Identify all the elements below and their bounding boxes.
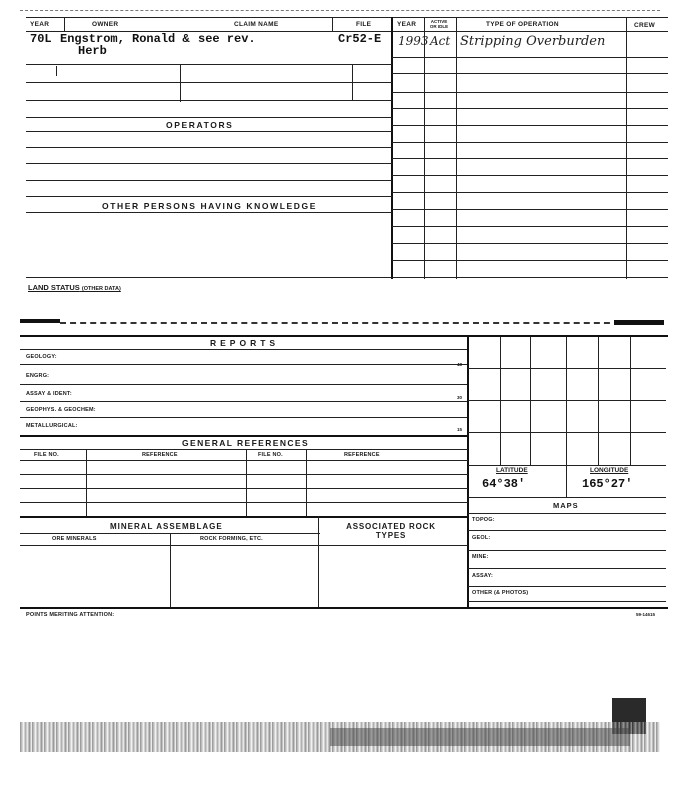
activity-row-line [392,277,668,278]
general-ref-file-no-2: FILE NO. [258,452,283,458]
maps-row-line [468,530,666,531]
reports-right-divider [467,335,469,607]
scan-mark [614,320,664,325]
operators-row-line [26,131,392,132]
ore-minerals-label: ORE MINERALS [52,536,97,542]
reports-row-line [20,417,468,418]
divider [64,17,65,31]
grid-line [468,432,666,433]
form-number: 59-14615 [636,612,656,617]
activity-row-line [392,243,668,244]
maps-row-line [468,550,666,551]
general-references-row-line [20,488,468,489]
claim-file-value: Cr52-E [338,32,382,46]
general-ref-reference-1: REFERENCE [142,452,178,458]
divider [566,465,567,497]
activity-row-line [392,260,668,261]
maps-row-line [468,568,666,569]
general-references-row-line [20,502,468,503]
maps-mine-label: MINE: [472,554,489,560]
claim-owner-line2: Herb [78,44,107,58]
other-persons-rule [26,212,392,213]
activity-row-line [392,209,668,210]
operators-row-line [26,196,392,197]
reports-top-rule [20,335,668,337]
activity-active-handwritten: Act [430,34,451,48]
location-bottom-rule [468,497,666,498]
maps-other-label: OTHER (& PHOTOS) [472,590,529,596]
maps-row-line [468,586,666,587]
col-claim-name-header: CLAIM NAME [234,21,279,28]
divider [170,533,171,607]
rock-forming-label: ROCK FORMING, ETC. [200,536,263,542]
owner-row-line [26,100,392,101]
grid-line [468,400,666,401]
divider [332,17,333,31]
longitude-value: 165°27' [582,477,633,491]
divider [246,449,247,517]
maps-geol-label: GEOL: [472,535,491,541]
latitude-value: 64°38' [482,477,526,491]
latitude-label: LATITUDE [496,467,528,474]
operators-row-line [26,180,392,181]
form-bottom-rule [20,607,668,609]
activity-row-line [392,158,668,159]
maps-assay-label: ASSAY: [472,573,494,579]
operators-top-rule [26,117,392,118]
other-persons-bottom-rule [26,277,392,278]
reports-scale-30: 30 [457,395,463,400]
operators-row-line [26,147,392,148]
top-edge-line [20,10,660,11]
activity-row-line [392,73,668,74]
activity-row-line [392,142,668,143]
col-activity-year-header: YEAR [397,21,417,28]
points-meriting-label: POINTS MERITING ATTENTION: [26,612,115,618]
activity-row-line [392,226,668,227]
operators-heading: OPERATORS [166,120,234,130]
general-references-heading: GENERAL REFERENCES [182,438,310,448]
reports-geology-label: GEOLOGY: [26,354,57,360]
maps-rule [468,513,666,514]
activity-type-handwritten: Stripping Overburden [460,34,606,49]
general-references-bottom-rule [20,516,468,518]
longitude-label: LONGITUDE [590,467,629,474]
claim-owner-line1: Engstrom, Ronald & [60,32,190,46]
divider [86,449,87,517]
claim-name-value: see rev. [198,32,256,46]
reports-row-line [20,384,468,385]
reports-scale-48: 48 [457,362,463,367]
reports-row-line [20,401,468,402]
col-active-idle-header: ACTIVE OR IDLE [429,19,449,29]
operators-row-line [26,163,392,164]
reports-heading-rule [20,349,468,350]
activity-row-line [392,192,668,193]
mineral-header-rule [20,545,468,546]
general-references-rule [20,449,468,450]
activity-row-line [392,108,668,109]
claim-year: 70L [30,32,52,46]
grid-line [468,368,666,369]
land-status-label: LAND STATUS [28,283,80,292]
activity-row-line [392,175,668,176]
maps-heading: MAPS [553,501,579,510]
activity-row-line [392,57,668,58]
col-year-header: YEAR [30,21,50,28]
col-file-header: FILE [356,21,372,28]
activity-row-line [392,92,668,93]
reports-heading: REPORTS [210,338,280,348]
maps-row-line [468,601,666,602]
owner-row-line [26,64,392,65]
divider [56,66,57,76]
general-references-top-rule [20,435,468,437]
general-ref-reference-2: REFERENCE [344,452,380,458]
reports-metallurgical-label: METALLURGICAL: [26,423,78,429]
grid-line [530,337,531,465]
scan-noise-dark [330,728,630,746]
reports-row-line [20,364,468,365]
reports-engrg-label: ENGRG: [26,373,50,379]
grid-line [566,337,567,465]
divider [306,449,307,517]
other-persons-heading: OTHER PERSONS HAVING KNOWLEDGE [102,201,318,211]
col-owner-header: OWNER [92,21,119,28]
separator-band [60,322,620,324]
owner-row-line [26,82,392,83]
land-status-heading [28,283,121,292]
general-references-row-line [20,460,468,461]
scan-mark [20,319,60,323]
reports-geophys-label: GEOPHYS. & GEOCHEM: [26,407,96,413]
general-ref-file-no-1: FILE NO. [34,452,59,458]
activity-row-line [392,125,668,126]
grid-line [598,337,599,465]
associated-rock-types-heading: ASSOCIATED ROCK TYPES [346,522,436,540]
activity-year-handwritten: 1993 [398,34,429,48]
location-top-rule [468,465,666,466]
grid-line [500,337,501,465]
mineral-assemblage-heading: MINERAL ASSEMBLAGE [110,522,223,531]
land-status-sub-label: (OTHER DATA) [81,286,121,292]
grid-line [630,337,631,465]
divider [318,516,319,607]
header-top-rule [26,17,392,18]
maps-topog-label: TOPOG: [472,517,495,523]
general-references-row-line [20,474,468,475]
col-crew-header: CREW [634,22,656,29]
reports-assay-label: ASSAY & IDENT: [26,391,72,397]
col-type-operation-header: TYPE OF OPERATION [486,21,559,28]
divider [352,64,353,100]
divider [180,64,181,102]
reports-scale-15: 15 [457,427,463,432]
